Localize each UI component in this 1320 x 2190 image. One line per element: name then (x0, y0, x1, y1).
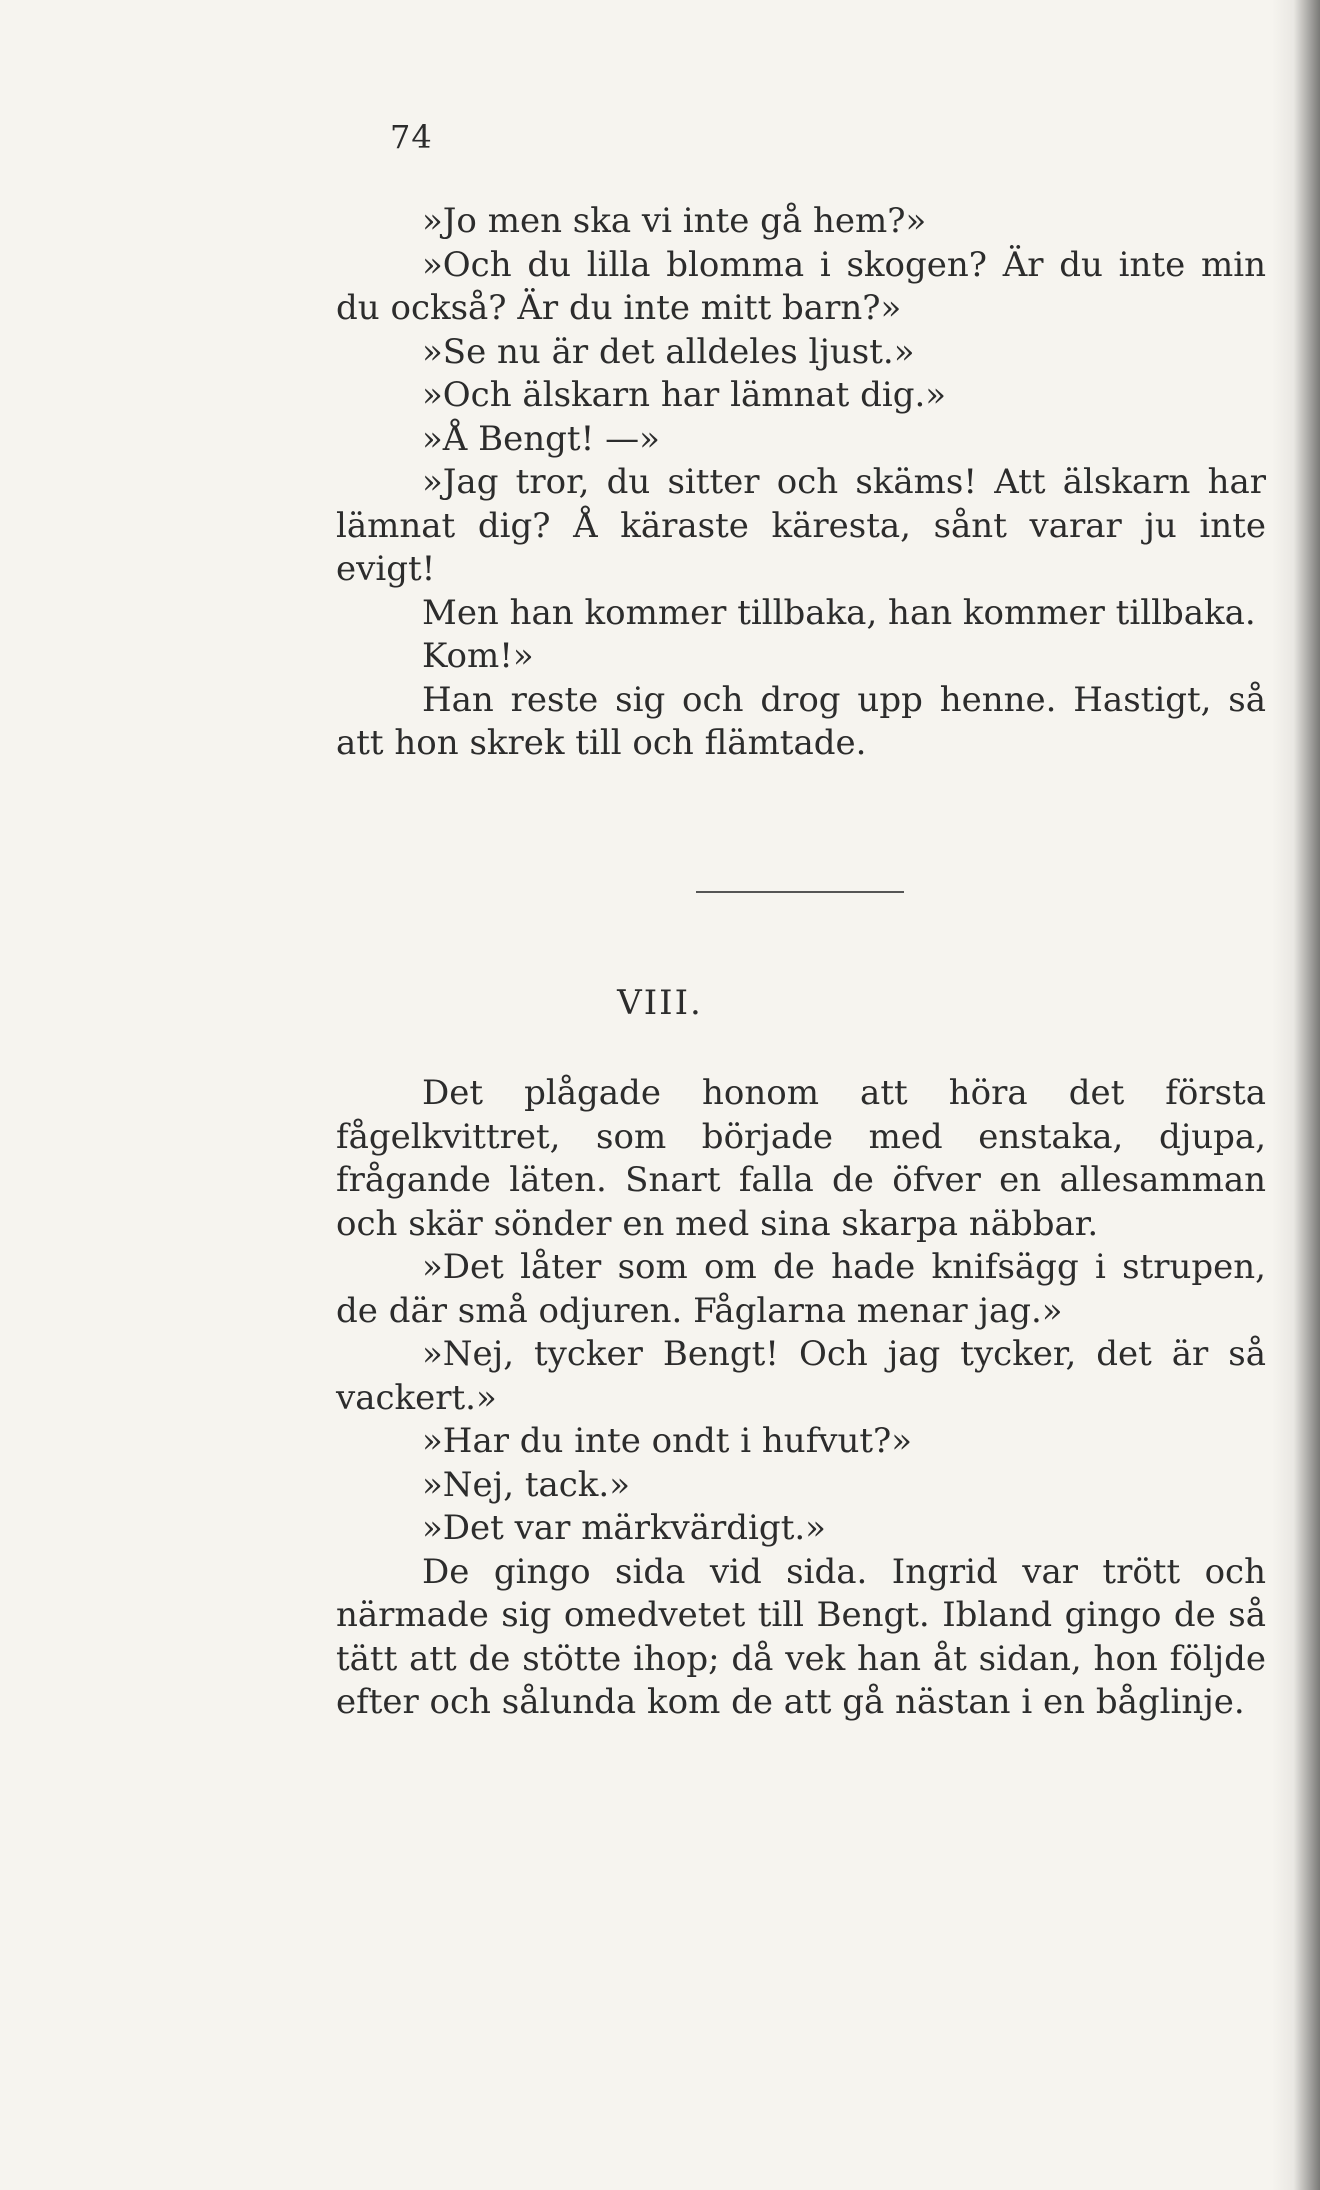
text-section-after (336, 1072, 1266, 1725)
section-divider (696, 891, 904, 893)
paragraph: Han reste sig och drog upp henne. Hastigt, så att hon skrek till och flämtade. (336, 679, 1266, 763)
page-edge-shadow (1272, 0, 1320, 2190)
paragraph: »Och älskarn har lämnat dig.» (422, 375, 947, 415)
paragraph: Men han kommer tillbaka, han kommer tillbaka. (422, 592, 1256, 633)
paragraph: »Det var märkvärdigt.» (422, 1508, 826, 1548)
paragraph: De gingo sida vid sida. Ingrid var trött och närmade sig omedvetet till Bengt. Ibland gingo de så tätt att de stötte ihop; då vek han åt sidan, hon följde efter och sålunda kom de att gå nästan i en båglinje. (336, 1551, 1266, 1722)
paragraph: »Jag tror, du sitter och skäms! Att älskarn har lämnat dig? Å käraste käresta, sånt varar ju inte evigt! (336, 462, 1266, 589)
paragraph: »Jo men ska vi inte gå hem?» (422, 201, 927, 241)
paragraph: Det plågade honom att höra det första fågelkvittret, som började med enstaka, djupa, frågande läten. Snart falla de öfver en allesamman och skär sönder en med sina skarpa näbbar. (336, 1073, 1266, 1244)
paragraph: »Och du lilla blomma i skogen? Är du inte min du också? Är du inte mitt barn?» (336, 244, 1266, 328)
page-number: 74 (390, 118, 433, 156)
text-section-before (336, 200, 1266, 766)
chapter-heading: VIII. (617, 983, 703, 1023)
paragraph: »Se nu är det alldeles ljust.» (422, 331, 915, 372)
paragraph: »Å Bengt! —» (422, 418, 660, 459)
paragraph: »Nej, tycker Bengt! Och jag tycker, det är så vackert.» (336, 1334, 1266, 1418)
paragraph: »Har du inte ondt i hufvut?» (422, 1421, 913, 1461)
paragraph: »Det låter som om de hade knifsägg i strupen, de där små odjuren. Fåglarna menar jag.» (336, 1247, 1266, 1331)
paragraph: »Nej, tack.» (422, 1464, 631, 1505)
paragraph: Kom!» (422, 636, 534, 676)
